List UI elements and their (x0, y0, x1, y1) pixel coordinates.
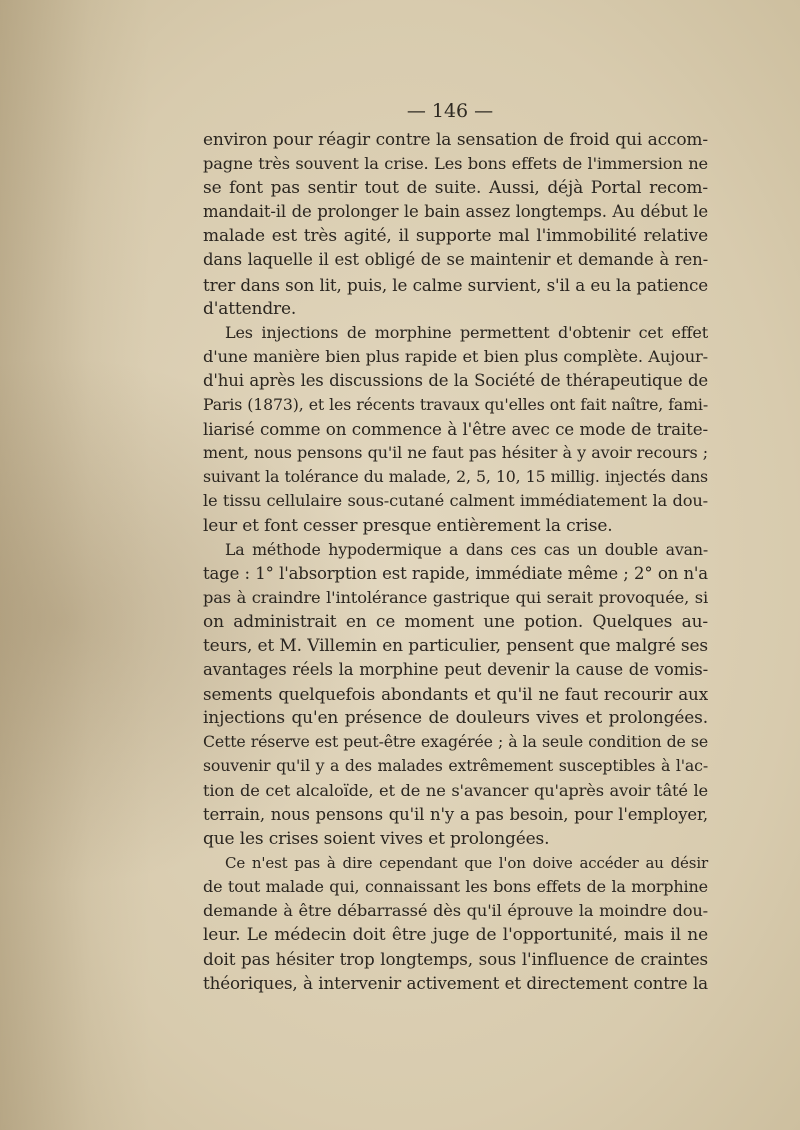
text-line: liarisé comme on commence à l'être avec ce mode de traite- (203, 419, 708, 440)
text-line: Les injections de morphine permettent d'obtenir cet effet (225, 322, 708, 342)
text-line: se font pas sentir tout de suite. Aussi, déjà Portal recom- (203, 178, 708, 199)
text-line: sements quelquefois abondants et qu'il ne faut recourir aux (203, 684, 708, 705)
text-line: teurs, et M. Villemin en particulier, pensent que malgré ses (203, 635, 708, 656)
text-line: on administrait en ce moment une potion. Quelques au- (203, 611, 708, 632)
text-line: tage : 1° l'absorption est rapide, immédiate même ; 2° on n'a (203, 563, 708, 583)
text-line: Paris (1873), et les récents travaux qu'elles ont fait naître, fami- (203, 395, 708, 415)
text-line: théoriques, à intervenir activement et directement contre la (203, 973, 708, 994)
text-line: Cette réserve est peut-être exagérée ; à la seule condition de se (203, 732, 708, 752)
text-line: leur et font cesser presque entièrement la crise. (203, 515, 613, 536)
text-line: mandait-il de prolonger le bain assez longtemps. Au début le (203, 202, 708, 222)
text-line: souvenir qu'il y a des malades extrêmement susceptibles à l'ac- (203, 756, 708, 776)
text-line: avantages réels la morphine peut devenir la cause de vomis- (203, 660, 708, 680)
text-line: de tout malade qui, connaissant les bons effets de la morphine (203, 876, 708, 896)
text-line: Ce n'est pas à dire cependant que l'on doive accéder au désir (225, 853, 708, 872)
text-line: tion de cet alcaloïde, et de ne s'avancer qu'après avoir tâté le (203, 780, 708, 800)
text-line: ment, nous pensons qu'il ne faut pas hésiter à y avoir recours ; (203, 443, 708, 463)
text-line: suivant la tolérance du malade, 2, 5, 10, 15 millig. injectés dans (203, 467, 708, 487)
text-line: La méthode hypodermique a dans ces cas un double avan- (225, 539, 708, 559)
body-text (203, 128, 708, 995)
text-line: trer dans son lit, puis, le calme survient, s'il a eu la patience (203, 274, 708, 295)
text-line: d'hui après les discussions de la Société de thérapeutique de (203, 370, 708, 390)
text-line: que les crises soient vives et prolongées. (203, 828, 550, 849)
text-line: d'une manière bien plus rapide et bien plus complète. Aujour- (203, 346, 708, 366)
text-line: terrain, nous pensons qu'il n'y a pas besoin, pour l'employer, (203, 804, 708, 824)
text-line: pagne très souvent la crise. Les bons effets de l'immersion ne (203, 154, 708, 174)
text-line: demande à être débarrassé dès qu'il éprouve la moindre dou- (203, 901, 708, 920)
text-line: environ pour réagir contre la sensation de froid qui accom- (203, 130, 708, 150)
text-line: d'attendre. (203, 298, 297, 319)
page-number: — 146 — (406, 100, 494, 122)
text-line: pas à craindre l'intolérance gastrique qui serait provoquée, si (203, 587, 708, 607)
text-line: dans laquelle il est obligé de se maintenir et demande à ren- (203, 250, 708, 270)
text-line: doit pas hésiter trop longtemps, sous l'influence de craintes (203, 949, 708, 970)
text-line: le tissu cellulaire sous-cutané calment immédiatement la dou- (203, 491, 708, 511)
text-line: leur. Le médecin doit être juge de l'opportunité, mais il ne (203, 925, 708, 946)
text-line: injections qu'en présence de douleurs vives et prolongées. (203, 708, 708, 729)
text-line: malade est très agité, il supporte mal l'immobilité relative (203, 226, 708, 247)
page-edge-stain (0, 0, 150, 1130)
